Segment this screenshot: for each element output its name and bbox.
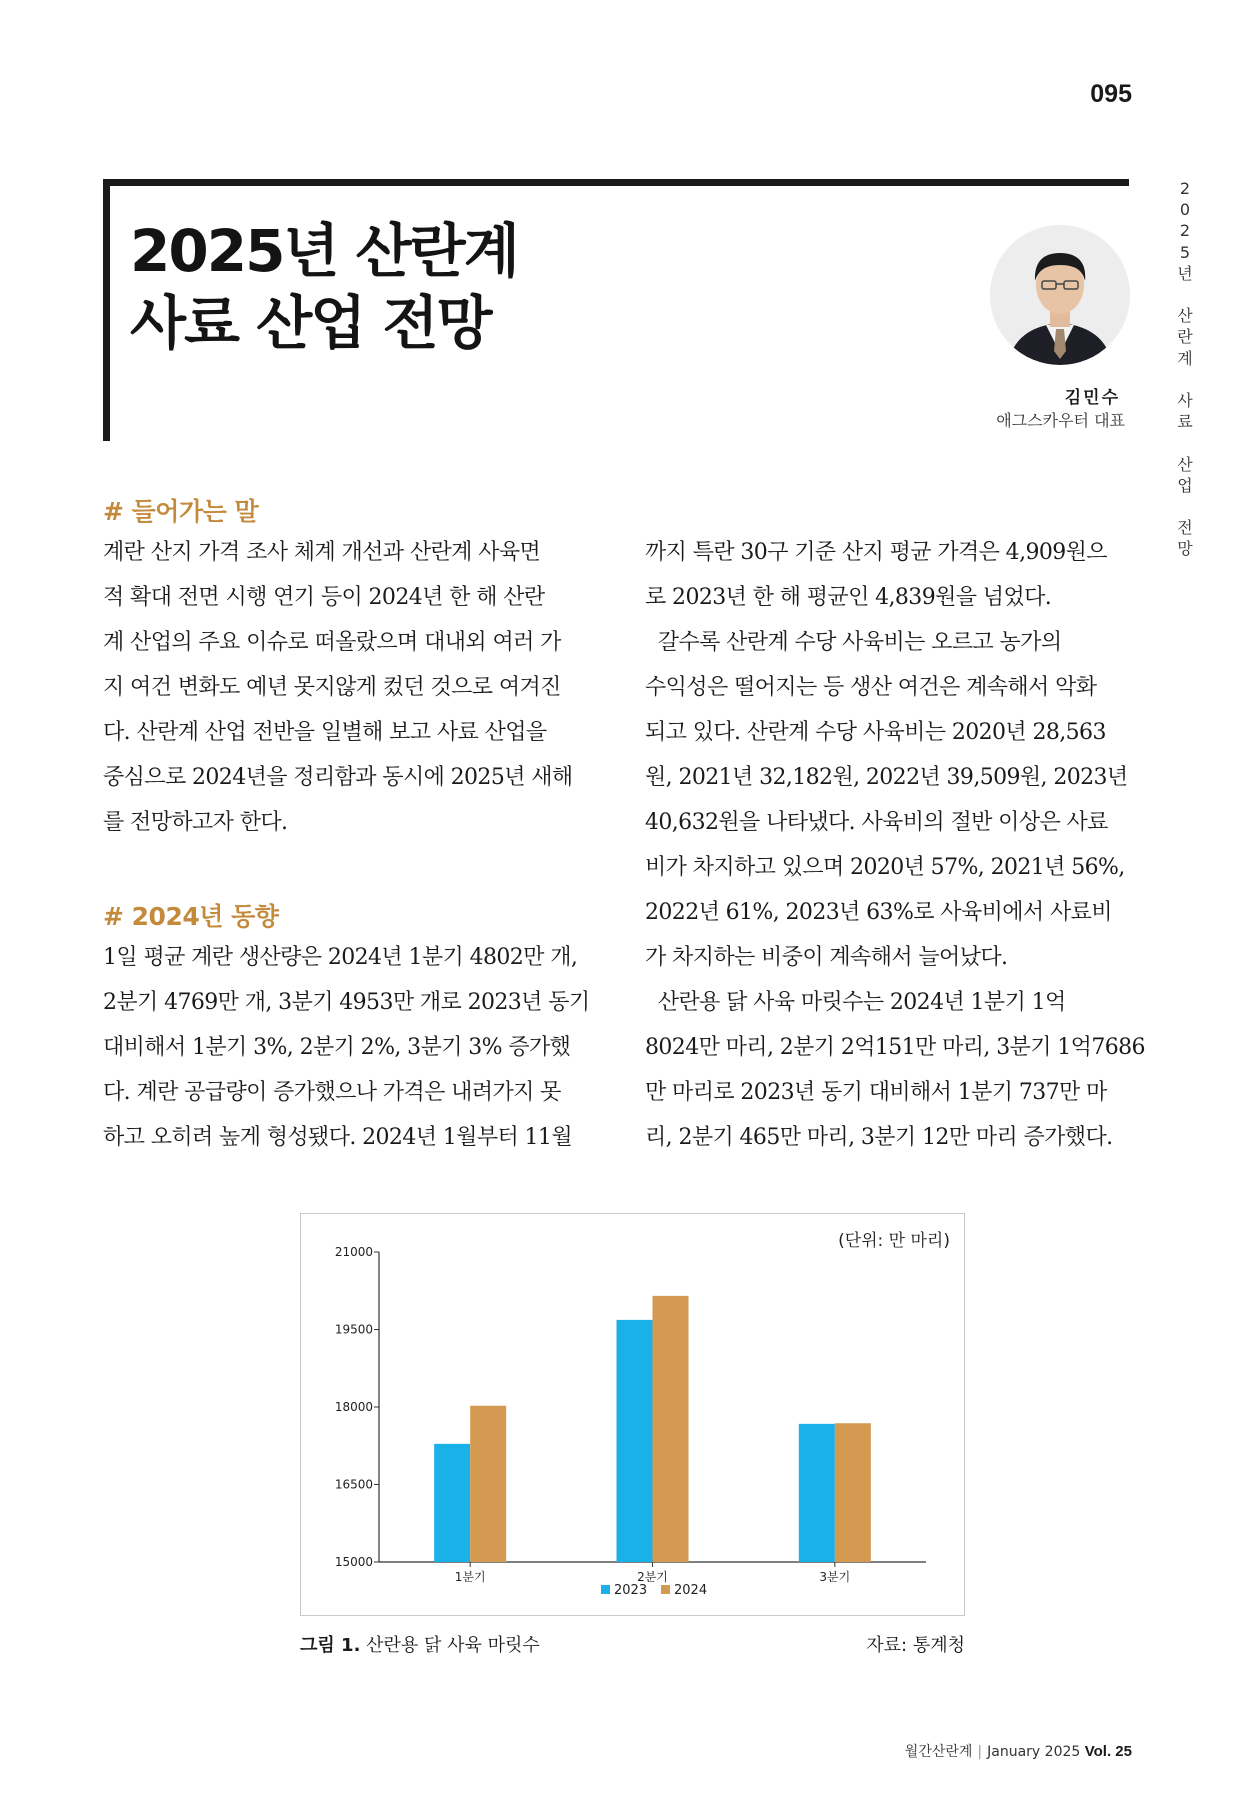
text-line: 지 여건 변화도 예년 못지않게 컸던 것으로 여겨진	[103, 675, 561, 700]
title-left-rule	[103, 179, 110, 441]
vertical-title-char: 2	[1179, 179, 1191, 198]
figure-caption	[300, 1631, 540, 1657]
vertical-title-char: 년	[1177, 263, 1193, 283]
text-line: 2022년 61%, 2023년 63%로 사육비에서 사료비	[645, 900, 1112, 925]
footer-date: January 2025	[987, 1744, 1081, 1760]
text-line: 하고 오히려 높게 형성됐다. 2024년 1월부터 11월	[103, 1125, 572, 1150]
text-line: 계란 산지 가격 조사 체계 개선과 산란계 사육면	[103, 540, 541, 565]
intro-paragraph	[103, 530, 573, 845]
text-line: 계 산업의 주요 이슈로 떠올랐으며 대내외 여러 가	[103, 630, 561, 655]
text-line: 되고 있다. 산란계 수당 사육비는 2020년 28,563	[645, 720, 1106, 745]
footer-magazine: 월간산란계	[904, 1744, 973, 1760]
vertical-title-char: 망	[1177, 539, 1193, 559]
bar-chart-svg	[301, 1214, 966, 1617]
text-line: 까지 특란 30구 기준 산지 평균 가격은 4,909원으	[645, 540, 1107, 565]
y-tick-label: 21000	[334, 1245, 373, 1259]
vertical-title-char: 전	[1177, 518, 1193, 538]
footer-volume: Vol. 25	[1084, 1743, 1132, 1760]
author-role: 애그스카우터 대표	[996, 411, 1125, 430]
section-heading-intro: # 들어가는 말	[103, 497, 259, 526]
text-line: 다. 계란 공급량이 증가했으나 가격은 내려가지 못	[103, 1080, 561, 1105]
vertical-title-char: 업	[1177, 475, 1193, 495]
author-name: 김민수	[1064, 388, 1120, 408]
vertical-title-char: 사	[1177, 391, 1193, 411]
text-line: 8024만 마리, 2분기 2억151만 마리, 3분기 1억7686	[645, 1035, 1145, 1060]
legend-label-2023: 2023	[614, 1583, 648, 1598]
vertical-title-char: 산	[1177, 454, 1193, 474]
right-column-paragraph	[645, 530, 1145, 1160]
text-line: 산란용 닭 사육 마릿수는 2024년 1분기 1억	[645, 990, 1066, 1015]
legend-swatch-2024	[661, 1585, 670, 1594]
x-tick-label: 1분기	[454, 1570, 486, 1584]
bar-2024-1	[470, 1406, 506, 1562]
section-heading-trends: # 2024년 동향	[103, 902, 279, 931]
vertical-title-char: 0	[1179, 200, 1191, 220]
text-line: 비가 차지하고 있으며 2020년 57%, 2021년 56%,	[645, 855, 1125, 880]
text-line: 로 2023년 한 해 평균인 4,839원을 넘었다.	[645, 585, 1052, 610]
legend-label-2024: 2024	[674, 1583, 708, 1598]
figure-source: 자료: 통계청	[866, 1635, 965, 1656]
y-tick-label: 16500	[334, 1477, 373, 1492]
text-line: 가 차지하는 비중이 계속해서 늘어났다.	[645, 945, 1008, 970]
author-photo	[990, 225, 1130, 365]
chart-unit-label: (단위: 만 마리)	[838, 1231, 950, 1251]
x-tick-label: 3분기	[819, 1570, 851, 1584]
vertical-title-char: 산	[1177, 306, 1193, 326]
page-number: 095	[1090, 80, 1132, 108]
text-line: 만 마리로 2023년 동기 대비해서 1분기 737만 마	[645, 1080, 1107, 1105]
title-top-rule	[103, 179, 1129, 186]
vertical-title-char: 란	[1177, 327, 1193, 347]
text-line: 중심으로 2024년을 정리함과 동시에 2025년 새해	[103, 765, 573, 790]
text-line: 원, 2021년 32,182원, 2022년 39,509원, 2023년	[645, 765, 1128, 790]
text-line: 적 확대 전면 시행 연기 등이 2024년 한 해 산란	[103, 585, 545, 610]
y-tick-label: 18000	[334, 1400, 373, 1414]
text-line: 를 전망하고자 한다.	[103, 810, 288, 835]
figure-label: 그림 1.	[300, 1635, 361, 1656]
vertical-title-char: 계	[1177, 348, 1193, 368]
trends-paragraph	[103, 935, 590, 1160]
text-line: 다. 산란계 산업 전반을 일별해 보고 사료 산업을	[103, 720, 547, 745]
y-tick-label: 19500	[334, 1322, 373, 1337]
vertical-title-char	[1175, 432, 1195, 453]
title-line-2: 사료 산업 전망	[130, 289, 491, 357]
vertical-title-char	[1175, 369, 1195, 390]
bar-2023-2	[617, 1320, 653, 1562]
text-line: 수익성은 떨어지는 등 생산 여건은 계속해서 악화	[645, 675, 1097, 700]
vertical-title-char: 5	[1179, 242, 1191, 262]
text-line: 2분기 4769만 개, 3분기 4953만 개로 2023년 동기	[103, 990, 590, 1015]
text-line: 리, 2분기 465만 마리, 3분기 12만 마리 증가했다.	[645, 1125, 1113, 1150]
bar-2024-2	[653, 1296, 689, 1562]
text-line: 대비해서 1분기 3%, 2분기 2%, 3분기 3% 증가했	[103, 1035, 571, 1060]
page-footer	[905, 1741, 1132, 1761]
y-tick-label: 15000	[334, 1555, 373, 1569]
footer-separator: |	[977, 1744, 983, 1760]
vertical-title-char	[1175, 284, 1195, 305]
text-line: 갈수록 산란계 수당 사육비는 오르고 농가의	[645, 630, 1062, 655]
bar-2023-3	[799, 1424, 835, 1562]
author-portrait-icon	[990, 225, 1130, 365]
livestock-count-chart	[300, 1213, 965, 1616]
vertical-title-char: 2	[1179, 221, 1191, 241]
vertical-title-char: 료	[1177, 412, 1193, 432]
bar-2023-1	[434, 1444, 470, 1562]
legend-swatch-2023	[601, 1585, 610, 1594]
bar-2024-3	[835, 1423, 871, 1562]
x-tick-label: 2분기	[637, 1570, 668, 1584]
title-line-1: 2025년 산란계	[130, 217, 518, 285]
article-title	[130, 215, 518, 359]
vertical-title-char	[1175, 496, 1195, 517]
text-line: 40,632원을 나타냈다. 사육비의 절반 이상은 사료	[645, 810, 1108, 835]
vertical-running-title	[1175, 178, 1195, 560]
text-line: 1일 평균 계란 생산량은 2024년 1분기 4802만 개,	[103, 945, 578, 970]
figure-caption-text: 산란용 닭 사육 마릿수	[360, 1635, 540, 1656]
